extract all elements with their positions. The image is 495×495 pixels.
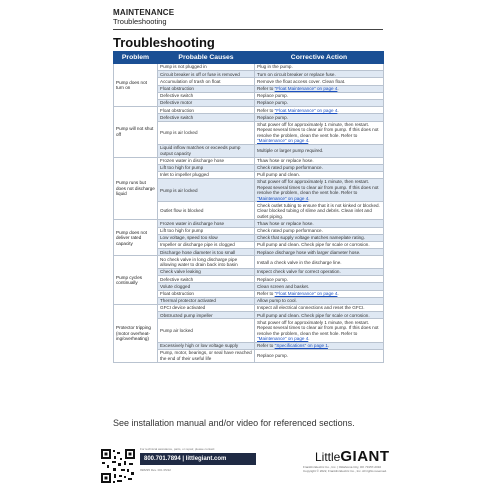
cause-cell: Float obstruction xyxy=(158,85,255,92)
cause-cell: Liquid inflow matches or exceeds pump output capacity xyxy=(158,144,255,157)
cause-cell: Float obstruction xyxy=(158,107,255,114)
action-cell: Pull pump and clean. Check pipe for scale or corrosion. xyxy=(255,242,384,249)
cause-cell: Defective switch xyxy=(158,276,255,283)
action-cell: Refer to "Float Maintenance" on page 4. xyxy=(255,290,384,297)
cause-cell: Impeller or discharge pipe is clogged xyxy=(158,242,255,249)
action-cell: Install a check valve in the discharge line. xyxy=(255,256,384,269)
column-header-action: Corrective Action xyxy=(255,52,384,64)
problem-cell: Pump will not shut off xyxy=(114,107,158,157)
table-header-row xyxy=(114,52,384,64)
action-cell: Multiple or larger pump required. xyxy=(255,144,384,157)
reference-note: See installation manual and/or video for referenced sections. xyxy=(113,418,355,428)
table-row xyxy=(114,64,384,71)
cause-cell: GFCI device activated xyxy=(158,304,255,311)
page-reference-link[interactable]: "Maintenance" on page 4 xyxy=(257,138,309,144)
cause-cell: Lift too high for pump xyxy=(158,227,255,234)
page-header xyxy=(113,9,174,26)
action-cell: Check rated pump performance. xyxy=(255,227,384,234)
table-row xyxy=(114,220,384,227)
cause-cell: Pump air locked xyxy=(158,319,255,342)
little-giant-logo xyxy=(315,448,390,465)
section-label: MAINTENANCE xyxy=(113,8,175,17)
cause-cell: Frozen water in discharge hose xyxy=(158,157,255,164)
problem-cell: Pump does not deliver rated capacity xyxy=(114,220,158,256)
table-row xyxy=(114,256,384,269)
contact-strip[interactable]: 800.701.7894 | littlegiant.com xyxy=(140,453,256,465)
action-cell: Shut power off for approximately 1 minute, then restart. Repeat several times to clear air from pump. If this does not resolve the problem, clean the vent hole. Refer to "Maintenance" on page 4. xyxy=(255,121,384,144)
cause-cell: Frozen water in discharge hose xyxy=(158,220,255,227)
action-cell: Allow pump to cool. xyxy=(255,297,384,304)
action-cell: Inspect all electrical connections and reset the GFCI. xyxy=(255,304,384,311)
cause-cell: Defective motor xyxy=(158,99,255,106)
cause-cell: Defective switch xyxy=(158,114,255,121)
table-row xyxy=(114,304,384,311)
cause-cell: Pump, motor, bearings, or seal have reached the end of their useful life xyxy=(158,349,255,362)
page-footer xyxy=(100,446,392,486)
cause-cell: Pump is air locked xyxy=(158,179,255,202)
action-cell: Replace pump. xyxy=(255,276,384,283)
cause-cell: Defective switch xyxy=(158,92,255,99)
action-cell: Refer to "Specifications" on page 1. xyxy=(255,342,384,349)
copyright: Copyright © 2022, Franklin Electric Co., Inc. All rights reserved. xyxy=(303,468,387,473)
problem-cell: Pump runs but does not discharge liquid xyxy=(114,157,158,220)
action-cell: Plug in the pump. xyxy=(255,64,384,71)
cause-cell: Discharge hose diameter is too small xyxy=(158,249,255,256)
page-reference-link[interactable]: "Maintenance" on page 4 xyxy=(257,335,309,341)
cause-cell: Outlet flow is blocked xyxy=(158,202,255,220)
page-reference-link[interactable]: "Float Maintenance" on page 4 xyxy=(274,290,338,296)
action-cell: Refer to "Float Maintenance" on page 4. xyxy=(255,107,384,114)
company-info xyxy=(303,466,389,474)
cause-cell: Pump is not plugged in xyxy=(158,64,255,71)
action-cell: Replace pump. xyxy=(255,99,384,106)
cause-cell: Excessively high or low voltage supply xyxy=(158,342,255,349)
table-row xyxy=(114,157,384,164)
troubleshooting-table xyxy=(113,51,384,363)
cause-cell: Check valve leaking xyxy=(158,269,255,276)
action-cell: Thaw hose or replace hose. xyxy=(255,220,384,227)
action-cell: Shut power off for approximately 1 minute, then restart. Repeat several times to clear air from pump. If this does not resolve the problem, clean the vent hole. Refer to "Maintenance" on page 4. xyxy=(255,179,384,202)
problem-cell: Pump cycles continually xyxy=(114,256,158,305)
action-cell: Turn on circuit breaker or replace fuse. xyxy=(255,71,384,78)
action-cell: Replace discharge hose with larger diameter hose. xyxy=(255,249,384,256)
action-cell: Replace pump. xyxy=(255,114,384,121)
page-reference-link[interactable]: "Float Maintenance" on page 4 xyxy=(274,85,338,91)
page-reference-link[interactable]: "Float Maintenance" on page 4 xyxy=(274,107,338,113)
cause-cell: Accumulation of trash on float xyxy=(158,78,255,85)
problem-cell: Protector tripping (motor overheat-ing/overheating) xyxy=(114,304,158,362)
action-cell: Thaw hose or replace hose. xyxy=(255,157,384,164)
logo-giant: GIANT xyxy=(340,448,390,465)
section-subtitle: Troubleshooting xyxy=(113,17,167,26)
action-cell: Replace pump. xyxy=(255,349,384,362)
footer-fine-print: For technical assistance, parts, or repair, please contact: xyxy=(140,447,216,451)
page-reference-link[interactable]: "Specifications" on page 1 xyxy=(274,343,328,349)
action-cell: Check rated pump performance. xyxy=(255,164,384,171)
page-reference-link[interactable]: "Maintenance" on page 4 xyxy=(257,195,309,201)
cause-cell: No check valve in long discharge pipe allowing water to drain back into basin xyxy=(158,256,255,269)
cause-cell: Obstructed pump impeller xyxy=(158,312,255,319)
action-cell: Clean screen and basket. xyxy=(255,283,384,290)
problem-cell: Pump does not turn on xyxy=(114,64,158,107)
cause-cell: Thermal protector activated xyxy=(158,297,255,304)
cause-cell: Circuit breaker is off or fuse is removed xyxy=(158,71,255,78)
page-title: Troubleshooting xyxy=(113,35,215,50)
action-cell: Remove the float access cover. Clean float. xyxy=(255,78,384,85)
action-cell: Refer to "Float Maintenance" on page 4. xyxy=(255,85,384,92)
cause-cell: Float obstruction xyxy=(158,290,255,297)
action-cell: Check outlet tubing to ensure that it is not kinked or blocked. Clear blocked tubing of slime and debris. Clean inlet and outlet piping. xyxy=(255,202,384,220)
action-cell: Check that supply voltage matches nameplate rating. xyxy=(255,234,384,241)
action-cell: Pull pump and clean. xyxy=(255,171,384,178)
cause-cell: Volute clogged xyxy=(158,283,255,290)
document-code: 998295 Rev. 001 05/22 xyxy=(140,468,171,472)
header-divider xyxy=(113,29,383,30)
cause-cell: Low voltage, speed too slow xyxy=(158,234,255,241)
column-header-problem: Problem xyxy=(114,52,158,64)
cause-cell: Pump is air locked xyxy=(158,121,255,144)
column-header-causes: Probable Causes xyxy=(158,52,255,64)
table-row xyxy=(114,107,384,114)
qr-code-icon[interactable] xyxy=(100,448,136,484)
action-cell: Inspect check valve for correct operation. xyxy=(255,269,384,276)
action-cell: Shut power off for approximately 1 minute, then restart. Repeat several times to clear air from pump. If this does not resolve the problem, clean the vent hole. Refer to "Maintenance" on page 4. xyxy=(255,319,384,342)
cause-cell: Inlet to impeller plugged xyxy=(158,171,255,178)
action-cell: Pull pump and clean. Check pipe for scale or corrosion. xyxy=(255,312,384,319)
logo-little: Little xyxy=(315,450,341,464)
company-address: Franklin Electric Co., Inc. | Oklahoma City, OK 73157-2010 xyxy=(303,465,382,469)
cause-cell: Lift too high for pump xyxy=(158,164,255,171)
action-cell: Replace pump. xyxy=(255,92,384,99)
